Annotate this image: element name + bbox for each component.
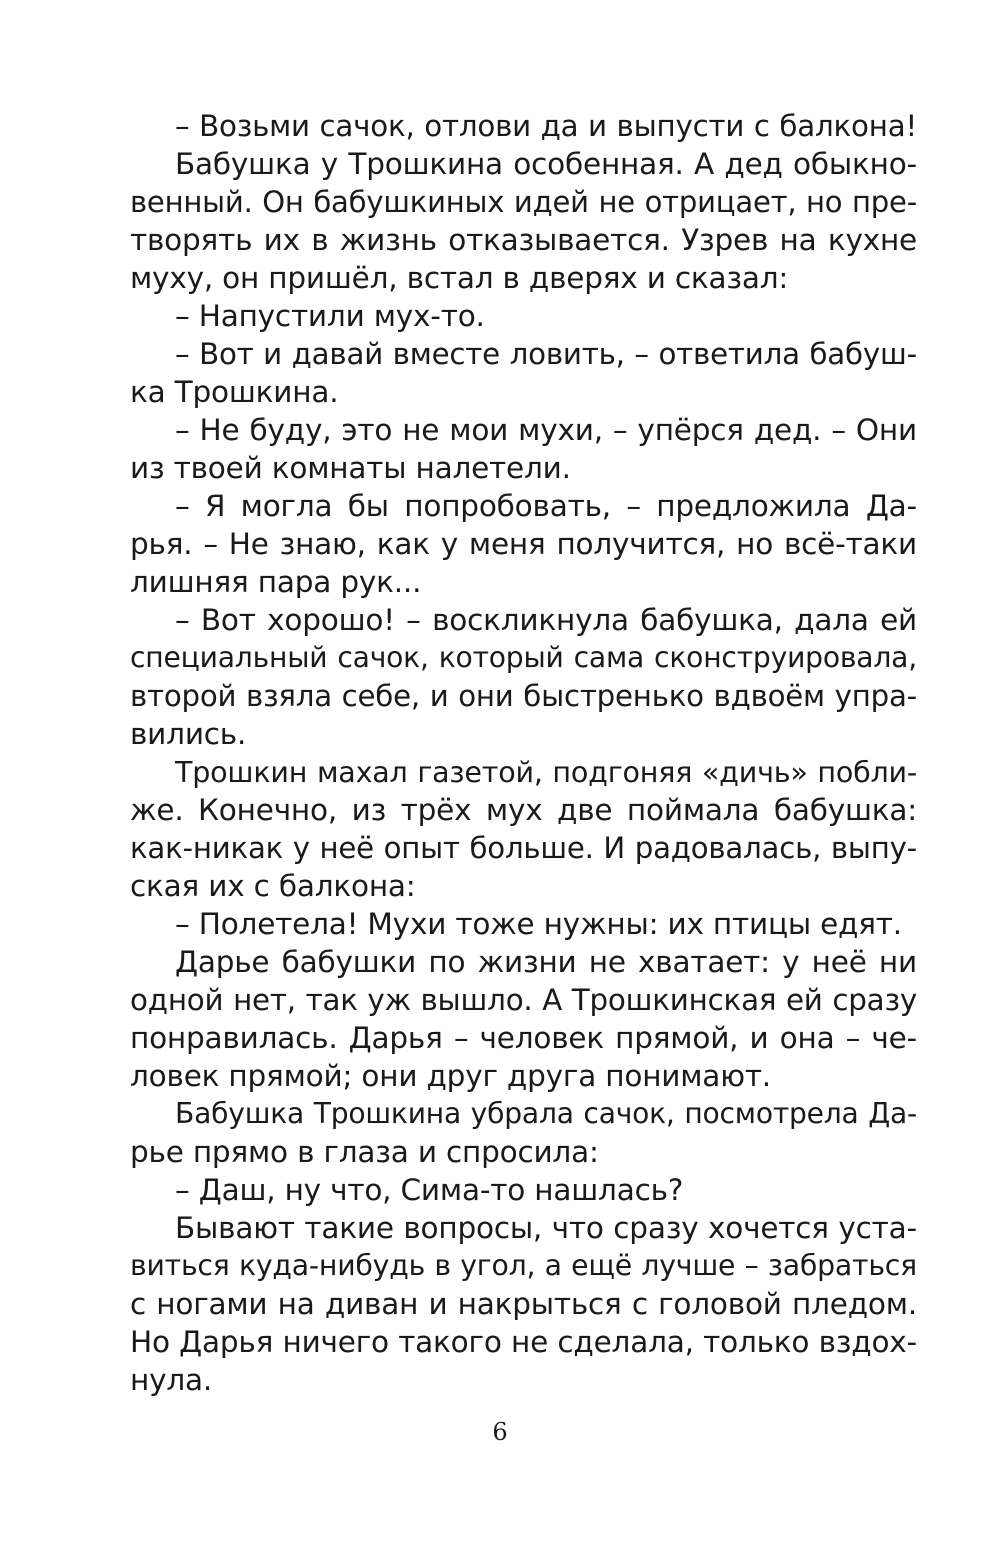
- text-line: ловек прямой; они друг друга понимают.: [130, 1059, 771, 1093]
- text-line: муху, он пришёл, встал в дверях и сказал:: [130, 261, 789, 295]
- text-line: лишняя пара рук...: [130, 565, 422, 599]
- text-line: – Я могла бы попробовать, – предложила Да-: [175, 489, 917, 523]
- text-line: как-никак у неё опыт больше. И радовалась, выпу-: [130, 831, 917, 865]
- text-line: Бабушка у Трошкина особенная. А дед обыкно-: [175, 147, 917, 181]
- text-line: ская их с балкона:: [130, 869, 416, 903]
- text-line: из твоей комнаты налетели.: [130, 451, 571, 485]
- text-line: – Напустили мух-то.: [175, 299, 485, 333]
- text-line: же. Конечно, из трёх мух две поймала бабушка:: [130, 793, 917, 827]
- text-line: – Возьми сачок, отлови да и выпусти с балкона!: [175, 109, 917, 143]
- text-line: – Вот и давай вместе ловить, – ответила бабуш-: [175, 337, 917, 371]
- text-line: Бабушка Трошкина убрала сачок, посмотрела Да-: [175, 1097, 917, 1130]
- text-line: рья. – Не знаю, как у меня получится, но всё-таки: [130, 527, 917, 561]
- text-line: венный. Он бабушкиных идей не отрицает, но пре-: [130, 185, 917, 219]
- book-page-text: [130, 107, 917, 1399]
- page-number: 6: [492, 1418, 508, 1446]
- text-line: понравилась. Дарья – человек прямой, и она – че-: [130, 1021, 917, 1055]
- text-line: – Не буду, это не мои мухи, – упёрся дед. – Они: [175, 413, 917, 447]
- text-line: с ногами на диван и накрыться с головой пледом.: [130, 1287, 917, 1321]
- text-line: рье прямо в глаза и спросила:: [130, 1135, 599, 1169]
- text-line: Трошкин махал газетой, подгоняя «дичь» побли-: [175, 755, 917, 789]
- text-line: специальный сачок, который сама сконструировала,: [130, 641, 917, 674]
- text-line: Дарье бабушки по жизни не хватает: у неё ни: [175, 945, 917, 979]
- text-line: творять их в жизнь отказывается. Узрев на кухне: [130, 223, 917, 257]
- text-line: виться куда-нибудь в угол, а ещё лучше – забраться: [130, 1249, 917, 1282]
- text-line: вились.: [130, 717, 247, 751]
- text-line: второй взяла себе, и они быстренько вдвоём упра-: [130, 679, 917, 713]
- text-line: нула.: [130, 1363, 213, 1397]
- text-line: Но Дарья ничего такого не сделала, только вздох-: [130, 1325, 917, 1359]
- text-line: Бывают такие вопросы, что сразу хочется уста-: [175, 1211, 917, 1245]
- text-line: – Даш, ну что, Сима-то нашлась?: [175, 1173, 684, 1207]
- text-line: – Полетела! Мухи тоже нужны: их птицы едят.: [175, 907, 902, 941]
- text-line: ка Трошкина.: [130, 375, 339, 409]
- text-line: – Вот хорошо! – воскликнула бабушка, дала ей: [175, 603, 917, 637]
- text-line: одной нет, так уж вышло. А Трошкинская ей сразу: [130, 983, 917, 1017]
